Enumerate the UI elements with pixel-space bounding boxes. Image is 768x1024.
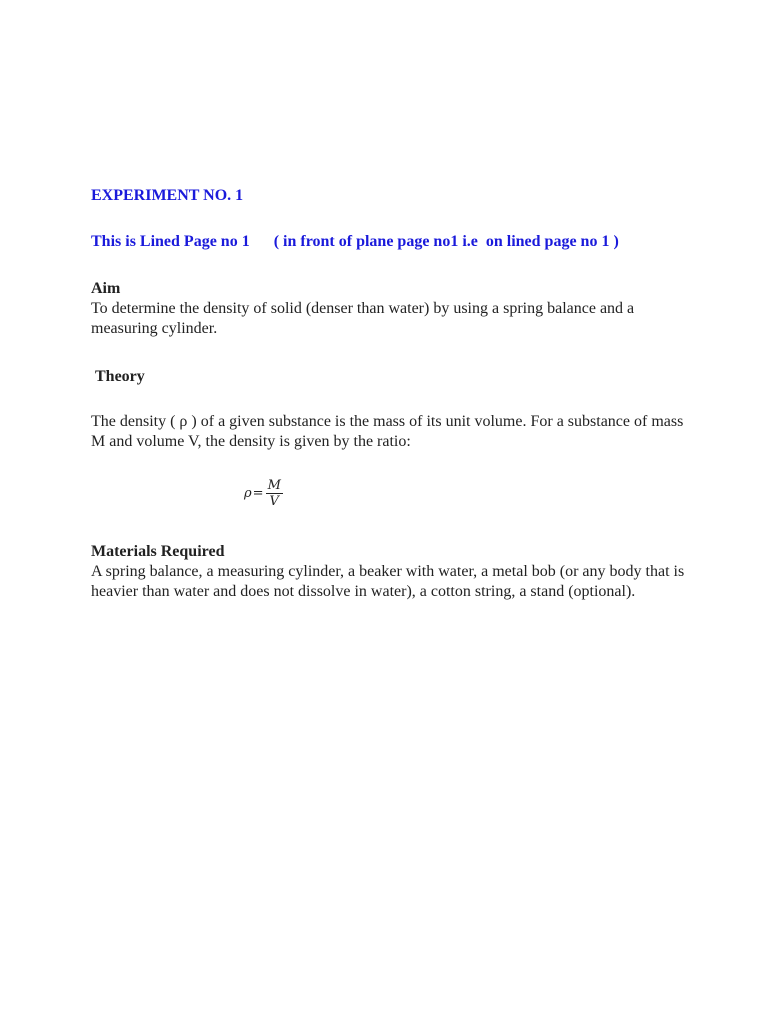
formula-equals: = (252, 485, 264, 501)
density-formula (244, 478, 283, 509)
formula-denominator: V (269, 494, 279, 509)
aim-heading: Aim (91, 280, 121, 297)
lined-page-note: This is Lined Page no 1 ( in front of plane page no1 i.e on lined page no 1 ) (91, 233, 619, 250)
materials-text: A spring balance, a measuring cylinder, a beaker with water, a metal bob (or any body that is heavier than water and does not dissolve in water), a cotton string, a stand (optional). (91, 563, 685, 600)
theory-text: The density ( ρ ) of a given substance is the mass of its unit volume. For a substance of mass M and volume V, the density is given by the ratio: (91, 413, 684, 450)
formula-fraction (266, 478, 283, 509)
materials-heading: Materials Required (91, 543, 225, 560)
experiment-title: EXPERIMENT NO. 1 (91, 187, 244, 204)
aim-text: To determine the density of solid (denser than water) by using a spring balance and a measuring cylinder. (91, 300, 635, 337)
theory-heading: Theory (95, 368, 145, 385)
formula-numerator: M (267, 478, 281, 493)
formula-lhs: ρ (244, 485, 252, 501)
